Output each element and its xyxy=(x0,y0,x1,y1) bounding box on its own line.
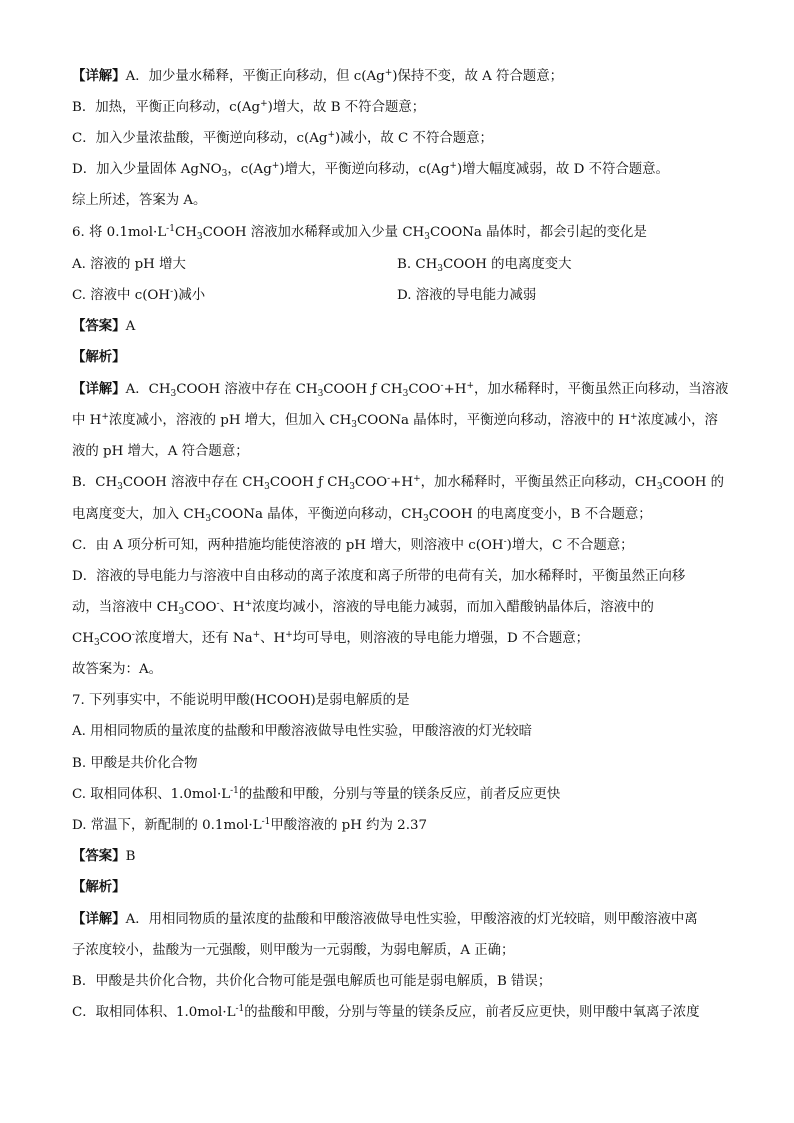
q7-detail-a1: 【详解】A．用相同物质的量浓度的盐酸和甲酸溶液做导电性实验，甲酸溶液的灯光较暗，则甲酸溶液中离 xyxy=(72,911,698,927)
q5-detail-line-d: D．加入少量固体 AgNO$_3$，c(Ag+)增大，平衡逆向移动，c(Ag+)增大幅度减弱，故 D 不符合题意。 xyxy=(72,161,669,179)
q7-option-c: C. 取相同体积、$1.0mol\cdot L^{-1}$的盐酸和甲酸，分别与等量的镁条反应，前者反应更快 xyxy=(72,786,561,802)
q6-conclusion: 故答案为：A。 xyxy=(72,662,163,677)
answer-tag: 【答案】 xyxy=(72,848,126,864)
q6-detail-d2: 动，当溶液中 $CH_3COO^-$、H+浓度均减小，溶液的导电能力减弱，而加入醋酸钠晶体后，溶液中的 xyxy=(72,599,654,617)
q6-answer xyxy=(72,318,732,335)
q5-summary: 综上所述，答案为 A。 xyxy=(72,193,207,208)
q6-analysis-tag: 【解析】 xyxy=(72,349,126,365)
q7-option-a: A. 用相同物质的量浓度的盐酸和甲酸溶液做导电性实验，甲酸溶液的灯光较暗 xyxy=(72,724,533,739)
q5-detail-line-a: 【详解】A．加少量水稀释，平衡正向移动，但 c(Ag+)保持不变，故 A 符合题意； xyxy=(72,68,563,84)
q6-option-b: B. $CH_3COOH$ 的电离度变大 xyxy=(397,257,572,274)
q7-analysis-tag: 【解析】 xyxy=(72,879,126,895)
q5-detail-line-c: C．加入少量浓盐酸，平衡逆向移动，c(Ag+)减小，故 C 不符合题意； xyxy=(72,130,493,146)
q6-detail-b1: B．$CH_3COOH$ 溶液中存在 $CH_3COOH$ ƒ $CH_3COO^-+H^+$，加水稀释时，平衡虽然正向移动，$CH_3COOH$ 的 xyxy=(72,474,725,492)
answer-value: A xyxy=(125,319,136,334)
q7-option-b: B. 甲酸是共价化合物 xyxy=(72,756,198,771)
q6-option-a: A. 溶液的 pH 增大 xyxy=(72,257,186,272)
q6-detail-b2: 电离度变大，加入 $CH_3COONa$ 晶体，平衡逆向移动，$CH_3COOH$ 的电离度变小，B 不合题意； xyxy=(72,507,652,524)
q6-option-d: D. 溶液的导电能力减弱 xyxy=(397,288,537,303)
q7-detail-a2: 子浓度较小，盐酸为一元强酸，则甲酸为一元弱酸，为弱电解质，A 正确； xyxy=(72,943,515,958)
q7-detail-b: B．甲酸是共价化合物，共价化合物可能是强电解质也可能是弱电解质，B 错误； xyxy=(72,974,552,989)
q5-detail-line-b: B．加热，平衡正向移动，c(Ag+)增大，故 B 不符合题意； xyxy=(72,99,426,115)
q7-detail-c: C．取相同体积、$1.0mol\cdot L^{-1}$的盐酸和甲酸，分别与等量的镁条反应，前者反应更快，则甲酸中氧离子浓度 xyxy=(72,1004,700,1020)
q6-detail-d3: $CH_3COO^-$浓度增大，还有 Na+、H+均可导电，则溶液的导电能力增强，D 不合题意； xyxy=(72,630,589,648)
q6-detail-d1: D．溶液的导电能力与溶液中自由移动的离子浓度和离子所带的电荷有关，加水稀释时，平衡虽然正向移 xyxy=(72,569,686,584)
answer-tag: 【答案】 xyxy=(72,318,126,334)
detail-tag: 【详解】 xyxy=(72,68,126,84)
answer-value: B xyxy=(125,849,136,864)
q6-detail-a2: 中 H+浓度减小，溶液的 pH 增大，但加入 $CH_3COONa$ 晶体时，平衡逆向移动，溶液中的 H+浓度减小，溶 xyxy=(72,412,718,430)
q6-option-c: C. 溶液中 c(OH-)减小 xyxy=(72,287,206,303)
q6-detail-c: C．由 A 项分析可知，两种措施均能使溶液的 pH 增大，则溶液中 c(OH-)增大，C 不合题意； xyxy=(72,537,634,553)
q7-stem: 7. 下列事实中，不能说明甲酸(HCOOH)是弱电解质的是 xyxy=(72,693,410,708)
q7-answer xyxy=(72,848,732,865)
q7-option-d: D. 常温下，新配制的 $0.1mol\cdot L^{-1}$甲酸溶液的 pH 约为 2.37 xyxy=(72,817,427,833)
q6-stem: 6. 将 $0.1mol\cdot L^{-1}CH_3COOH$ 溶液加水稀释或加入少量 $CH_3COONa$ 晶体时，都会引起的变化是 xyxy=(72,224,647,242)
q6-detail-a1: 【详解】A．$CH_3COOH$ 溶液中存在 $CH_3COOH$ ƒ $CH_3COO^-+H^+$，加水稀释时，平衡虽然正向移动，当溶液 xyxy=(72,381,729,399)
q6-detail-a3: 液的 pH 增大，A 符合题意； xyxy=(72,444,249,459)
